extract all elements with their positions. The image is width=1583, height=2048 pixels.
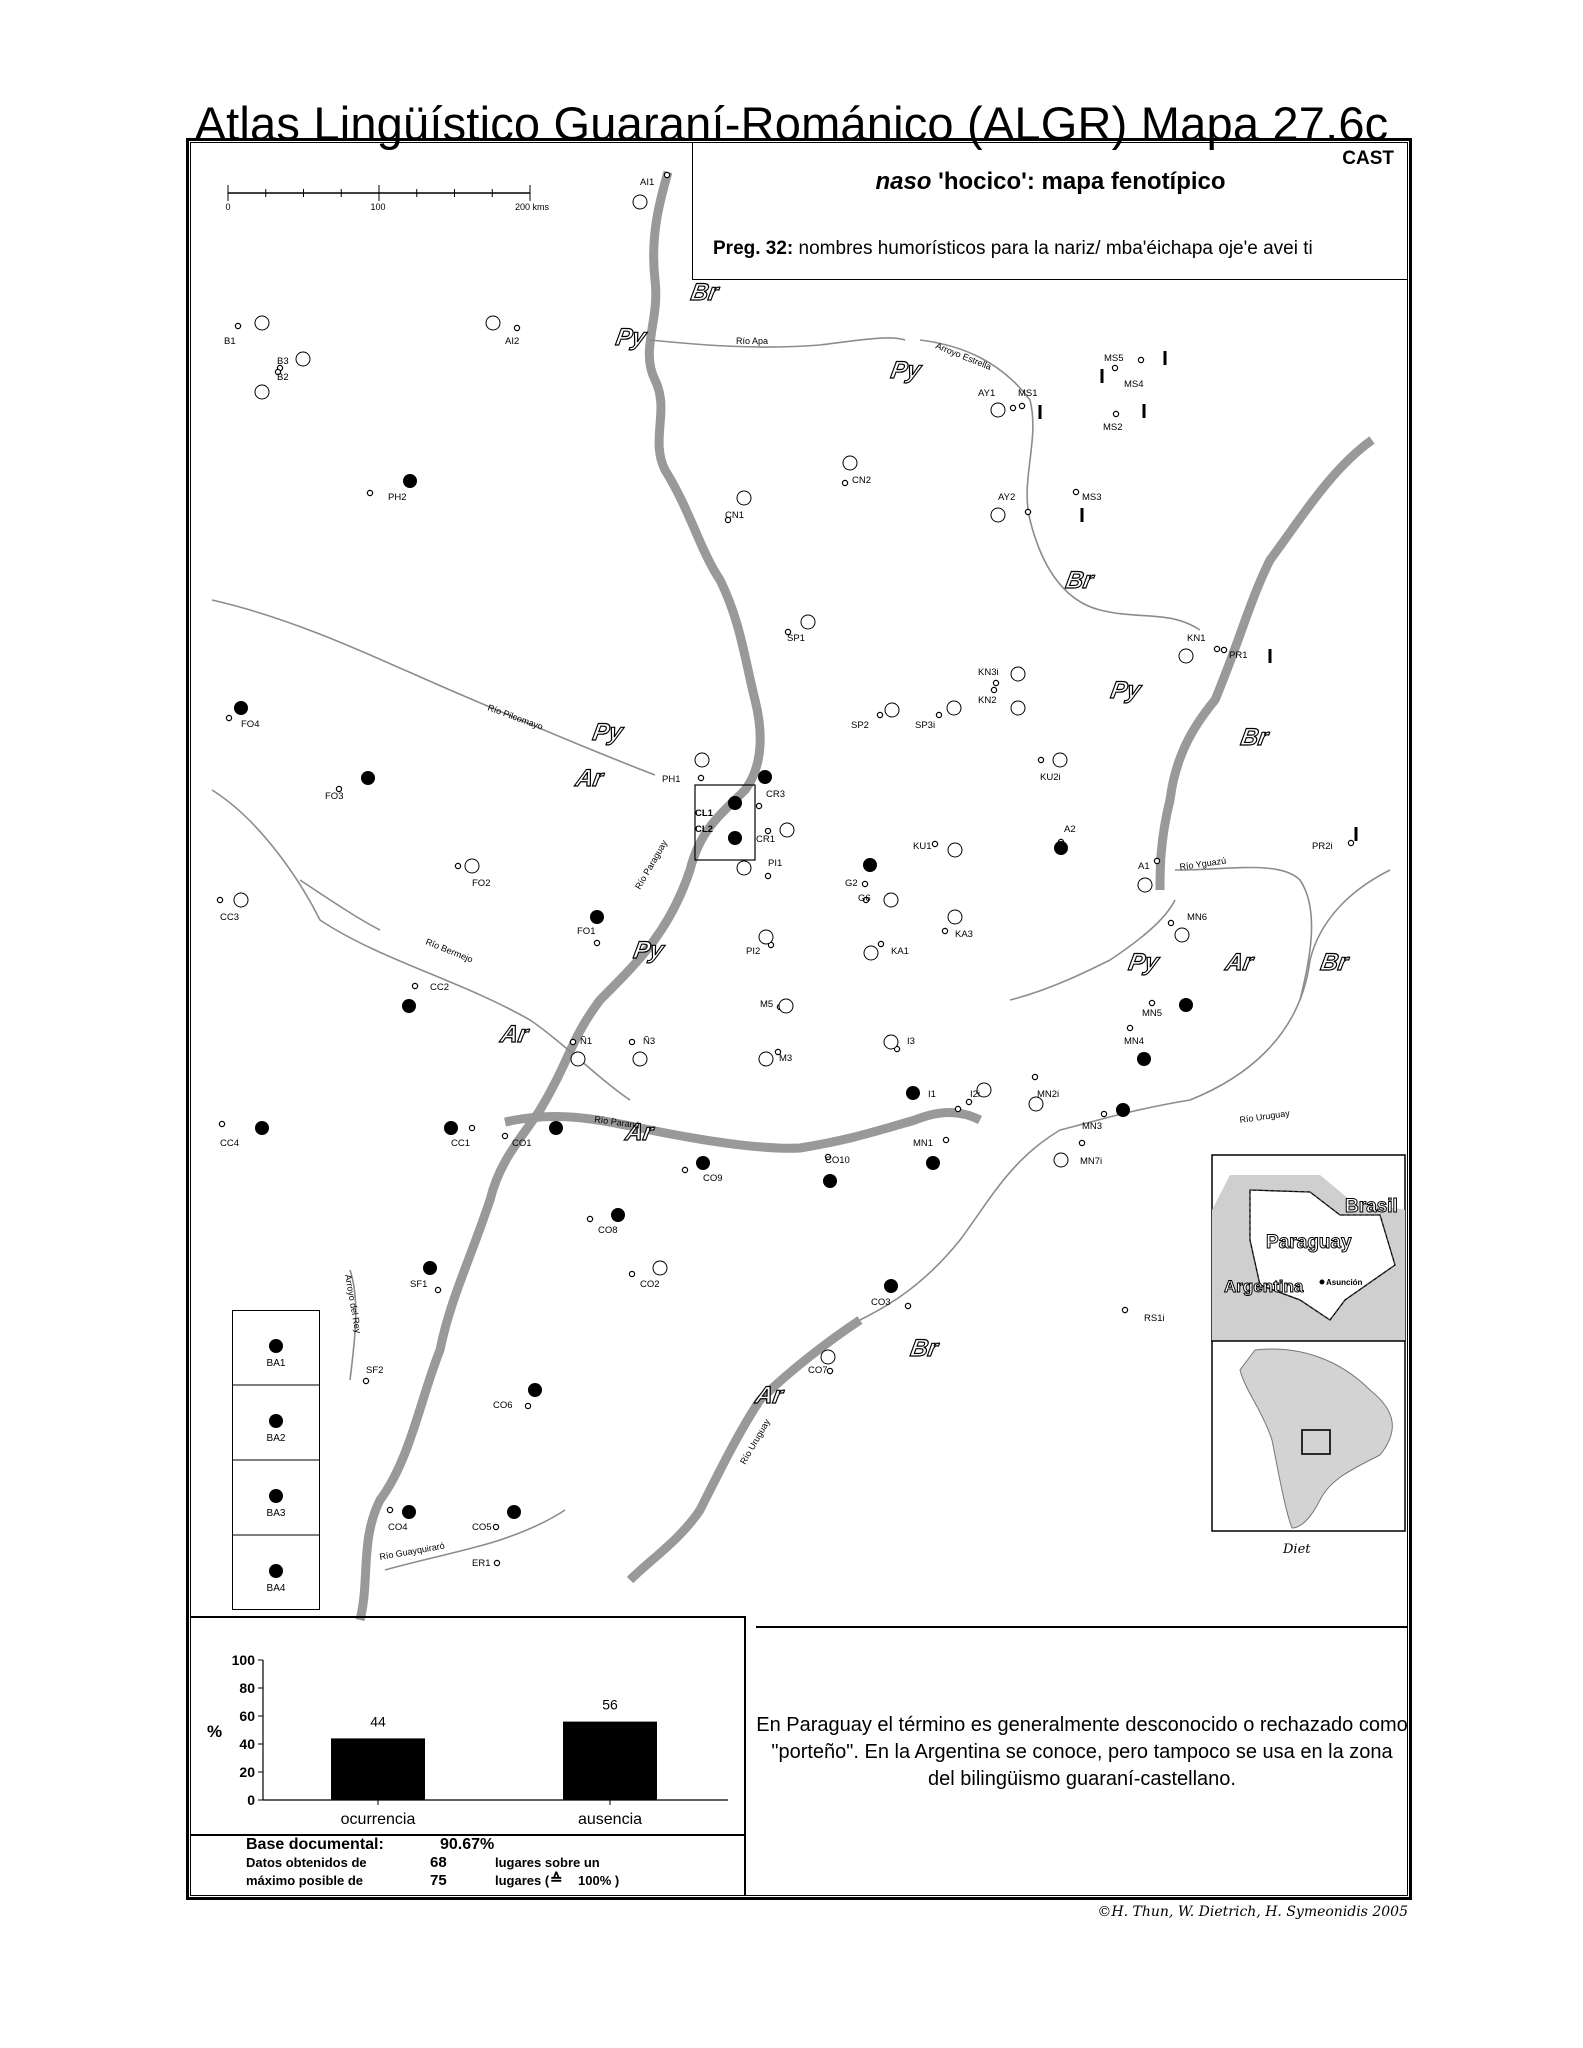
site-cn2-open-symbol [843,456,857,470]
site-sp1-open-symbol [801,615,815,629]
site-ka3-location-dot [942,928,947,933]
scale-label-100: 100 [370,202,386,212]
site-pi2-label: PI2 [746,946,761,957]
site-ph1-open-symbol [695,753,709,767]
site-mn4-location-dot [1127,1025,1132,1030]
site-ai2-location-dot [514,325,519,330]
site-co6-label: CO6 [493,1400,513,1411]
river-name-2: Río Pilcomayo [486,702,545,732]
site-ñ3-label: Ñ3 [643,1036,656,1047]
site-co3-label: CO3 [871,1297,891,1308]
site-ms2-label: MS2 [1103,422,1123,433]
site-ms3-bar-symbol [1081,508,1084,522]
site-cc3-open-symbol [234,893,248,907]
site-co10-label: CO10 [825,1155,850,1166]
copyright: ©H. Thun, W. Dietrich, H. Symeonidis 2005 [1097,1904,1408,1920]
country-tag-ar-13: Ar [623,1119,655,1146]
site-ka1-location-dot [878,941,883,946]
site-cr1-open-symbol [780,823,794,837]
river-name-0: Río Apa [736,336,769,346]
site-cr3-location-dot [756,803,761,808]
chart-category-label-ocurrencia: ocurrencia [340,1811,416,1828]
site-ay1-location-dot [1010,405,1015,410]
site-ay2-label: AY2 [998,492,1016,503]
base-line3-sym: ≙ [550,1871,563,1888]
site-ph2-location-dot [367,490,372,495]
site-sp1-label: SP1 [787,633,805,644]
site-cn1-open-symbol [737,491,751,505]
site-ñ1-open-symbol [571,1052,585,1066]
site-co8-location-dot [587,1216,592,1221]
country-tag-py-8: Py [631,937,666,964]
site-ai2-open-symbol [486,316,500,330]
base-line2-b: lugares sobre un [495,1855,600,1870]
site-co7-location-dot [827,1368,832,1373]
site-cc4-label: CC4 [220,1138,240,1149]
chart-y-tick-label: 60 [239,1708,255,1724]
site-cc2-filled-symbol [402,999,416,1013]
site-fo2-location-dot [455,863,460,868]
site-sp2-open-symbol [885,703,899,717]
site-mn6-open-symbol [1175,928,1189,942]
base-line3-b: lugares ( [495,1873,550,1888]
chart-y-tick-label: 40 [239,1736,255,1752]
site-cc3-label: CC3 [220,912,240,923]
legend-ba1-label: BA1 [266,1358,286,1369]
site-g2-filled-symbol [863,858,877,872]
site-fo1-label: FO1 [577,926,596,937]
site-ai1-label: AI1 [640,177,655,188]
site-co9-filled-symbol [696,1156,710,1170]
base-percent: 90.67% [440,1836,495,1853]
site-kn3i-location-dot [993,680,998,685]
base-line3-a: máximo posible de [246,1873,364,1888]
site-co1-label: CO1 [512,1138,532,1149]
site-kn1-label: KN1 [1187,633,1206,644]
site-co2-label: CO2 [640,1279,660,1290]
question-text: nombres humorísticos para la nariz/ mba'éichapa oje'e avei ti [793,238,1313,259]
site-a2-label: A2 [1064,824,1076,835]
site-b2-open-symbol [255,385,269,399]
site-co5-location-dot [493,1524,498,1529]
country-tag-ar-15: Ar [753,1382,785,1409]
river-name-10: Río Guayquiraró [378,1540,446,1562]
country-tag-py-9: Py [1126,949,1161,976]
atlas-title: Atlas Lingüístico Guaraní-Románico (ALGR) Mapa 27.6c [194,97,1389,150]
site-ka1-label: KA1 [891,946,909,957]
site-ms5-bar-symbol [1164,351,1167,365]
site-ay1-open-symbol [991,403,1005,417]
site-cc1-label: CC1 [451,1138,471,1149]
country-tag-br-3: Br [1063,567,1096,594]
site-pr1-location-dot [1221,647,1226,652]
site-fo4-filled-symbol [234,701,248,715]
site-cc4-filled-symbol [255,1121,269,1135]
site-m3-label: M3 [779,1053,793,1064]
site-pr1-bar-symbol [1269,649,1272,663]
site-m5-open-symbol [779,999,793,1013]
base-line3-n: 75 [430,1872,447,1889]
site-co9-location-dot [682,1167,687,1172]
site-co3-filled-symbol [884,1279,898,1293]
site-pr2i-bar-symbol [1355,827,1358,841]
site-b2-label: B2 [277,372,289,383]
site-ai1-location-dot [664,172,669,177]
site-cc2-location-dot [412,983,417,988]
river-name-9: Río Uruguay [738,1417,772,1466]
site-ms1-bar-symbol [1039,405,1042,419]
site-cl2-label: CL2 [695,824,713,835]
site-kn1-location-dot [1214,646,1219,651]
site-ms4-bar-symbol [1101,369,1104,383]
inset-label-argentina: Argentina [1224,1277,1304,1296]
country-tag-py-4: Py [1108,677,1143,704]
site-cl2-filled-symbol [728,831,742,845]
site-ku1-open-symbol [948,843,962,857]
site-cc1-filled-symbol [444,1121,458,1135]
chart-y-tick-label: 80 [239,1680,255,1696]
map-title-word: naso [875,168,932,195]
river-name-8: Arroyo del Rey [343,1273,364,1334]
river-name-1: Arroyo Estrella [934,340,993,372]
map-title-rest: 'hocico': mapa fenotípico [931,168,1226,195]
main-river-0 [360,172,760,1620]
site-fo1-filled-symbol [590,910,604,924]
site-sp2-label: SP2 [851,720,869,731]
site-i3-label: I3 [907,1036,915,1047]
site-mn4-label: MN4 [1124,1036,1145,1047]
river-name-4: Río Bermejo [424,936,475,965]
main-river-1 [1160,440,1372,890]
site-i1-filled-symbol [906,1086,920,1100]
inset-credit: Diet [1283,1542,1311,1557]
site-co4-location-dot [387,1507,392,1512]
site-kn1-open-symbol [1179,649,1193,663]
chart-y-tick-label: 0 [247,1792,255,1808]
site-pi1-location-dot [765,873,770,878]
secondary-river-1 [920,340,1200,630]
site-sf2-label: SF2 [366,1365,384,1376]
inset-asuncion-dot [1320,1280,1325,1285]
site-ku2i-open-symbol [1053,753,1067,767]
scale-label-0: 0 [225,202,231,212]
site-m3-open-symbol [759,1052,773,1066]
site-fo4-location-dot [226,715,231,720]
site-cn2-location-dot [842,480,847,485]
site-co6-filled-symbol [528,1383,542,1397]
site-mn7i-open-symbol [1054,1153,1068,1167]
site-pi1-label: PI1 [768,858,783,869]
site-fo2-open-symbol [465,859,479,873]
site-cr1-location-dot [765,828,770,833]
site-mn2i-location-dot [1032,1074,1037,1079]
site-ñ1-label: Ñ1 [580,1036,593,1047]
site-ku1-location-dot [932,841,937,846]
inset-label-asuncion: Asunción [1326,1278,1363,1287]
site-ai2-label: AI2 [505,336,520,347]
river-name-5: Río Paraná [593,1114,641,1131]
site-b1-label: B1 [224,336,236,347]
site-pi2-open-symbol [759,930,773,944]
river-name-7: Río Uruguay [1238,1108,1291,1125]
site-a1-location-dot [1154,858,1159,863]
cast-label: CAST [1342,148,1394,169]
site-sf1-filled-symbol [423,1261,437,1275]
site-co5-filled-symbol [507,1505,521,1519]
secondary-river-5 [1175,868,1312,1001]
site-ms1-location-dot [1019,403,1024,408]
legend-box [232,1310,320,1610]
site-cl1-filled-symbol [728,796,742,810]
site-ms4-label: MS4 [1124,379,1144,390]
site-a1-label: A1 [1138,861,1150,872]
site-co8-filled-symbol [611,1208,625,1222]
site-ms5-label: MS5 [1104,353,1124,364]
site-ka3-label: KA3 [955,929,973,940]
site-fo2-label: FO2 [472,878,491,889]
site-b1-open-symbol [255,316,269,330]
site-ph1-location-dot [698,775,703,780]
site-co5-label: CO5 [472,1522,492,1533]
site-co1-filled-symbol [549,1121,563,1135]
site-co4-label: CO4 [388,1522,408,1533]
site-g6-open-symbol [884,893,898,907]
secondary-river-6 [1060,870,1390,1130]
site-ay2-open-symbol [991,508,1005,522]
site-mn5-label: MN5 [1142,1008,1163,1019]
site-ka1-open-symbol [864,946,878,960]
site-mn1-filled-symbol [926,1156,940,1170]
site-g2-label: G2 [845,878,858,889]
site-g2-location-dot [862,881,867,886]
country-tag-py-2: Py [888,357,923,384]
site-ph1-label: PH1 [662,774,681,785]
site-co2-open-symbol [653,1261,667,1275]
site-sp3i-location-dot [936,712,941,717]
site-mn1-label: MN1 [913,1138,934,1149]
site-i3-open-symbol [884,1035,898,1049]
country-tag-br-11: Br [1318,949,1351,976]
country-tag-ar-12: Ar [498,1021,531,1048]
chart-y-axis-label: % [207,1722,223,1741]
site-ku2i-label: KU2i [1040,772,1061,783]
comment-rule [756,1626,1408,1628]
site-ñ3-location-dot [629,1039,634,1044]
legend-ba3-label: BA3 [266,1508,286,1519]
site-ñ3-open-symbol [633,1052,647,1066]
site-co1-location-dot [502,1133,507,1138]
site-ay2-location-dot [1025,509,1030,514]
site-rs1i-location-dot [1122,1307,1127,1312]
site-i1-location-dot [955,1106,960,1111]
site-cc4-location-dot [219,1121,224,1126]
base-line3-c: 100% ) [578,1873,620,1888]
site-fo1-location-dot [594,940,599,945]
main-river-2 [505,1113,980,1149]
scale-label-200: 200 kms [514,202,550,212]
site-sp3i-label: SP3i [915,720,936,731]
question-label: Preg. 32: [713,238,794,259]
site-ai1-open-symbol [633,195,647,209]
legend-ba4-label: BA4 [266,1583,286,1594]
site-b3-open-symbol [296,352,310,366]
site-cn2-label: CN2 [852,475,872,486]
site-ms4-location-dot [1112,365,1117,370]
base-label: Base documental: [246,1836,384,1853]
site-co4-filled-symbol [402,1505,416,1519]
inset-label-paraguay: Paraguay [1266,1232,1352,1253]
site-kn2-label: KN2 [978,695,997,706]
country-tag-ar-7: Ar [573,765,606,792]
site-co2-location-dot [629,1271,634,1276]
site-co10-filled-symbol [823,1174,837,1188]
country-tag-br-5: Br [1238,724,1271,751]
site-i2i-location-dot [966,1099,971,1104]
country-tag-py-6: Py [590,719,625,746]
site-rs1i-label: RS1i [1144,1313,1165,1324]
site-mn2i-label: MN2i [1037,1089,1060,1100]
site-pr1-label: PR1 [1229,650,1248,661]
site-m5-label: M5 [760,999,774,1010]
base-line2-n: 68 [430,1854,447,1871]
site-ms5-location-dot [1138,357,1143,362]
site-co6-location-dot [525,1403,530,1408]
question-line [713,238,1313,260]
site-er1-label: ER1 [472,1558,491,1569]
legend-ba2-label: BA2 [266,1433,286,1444]
site-b1-location-dot [235,323,240,328]
site-cc3-location-dot [217,897,222,902]
comment-text: En Paraguay el término es generalmente desconocido o rechazado como "porteño". En la Argentina se conoce, pero tampoco se usa en la zona del bilingüismo guaraní-castellano. [756,1714,1408,1790]
site-kn3i-open-symbol [1011,667,1025,681]
site-ku2i-location-dot [1038,757,1043,762]
river-name-3: Río Paraguay [633,838,670,891]
country-tag-ar-10: Ar [1223,949,1256,976]
site-sf2-location-dot [363,1378,368,1383]
site-mn3-label: MN3 [1082,1121,1103,1132]
river-name-6: Río Yguazú [1178,855,1227,872]
site-a1-open-symbol [1138,878,1152,892]
site-co9-label: CO9 [703,1173,723,1184]
site-sf1-location-dot [435,1287,440,1292]
site-co8-label: CO8 [598,1225,618,1236]
site-co3-location-dot [905,1303,910,1308]
site-ph2-label: PH2 [388,492,407,503]
site-cc2-label: CC2 [430,982,450,993]
chart-value-label-ocurrencia: 44 [370,1713,386,1730]
site-cr3-label: CR3 [766,789,786,800]
chart-y-tick-label: 100 [231,1652,255,1668]
site-ñ1-location-dot [570,1039,575,1044]
country-tag-py-1: Py [613,324,648,351]
site-cr1-label: CR1 [756,834,776,845]
site-b3-label: B3 [277,356,289,367]
site-fo4-label: FO4 [241,719,260,730]
site-ph2-filled-symbol [403,474,417,488]
site-kn2-location-dot [991,687,996,692]
site-sp2-location-dot [877,712,882,717]
central-locality-box [695,785,755,860]
chart-y-tick-label: 20 [239,1764,255,1780]
site-i2i-label: I2i [970,1089,981,1100]
site-mn1-location-dot [943,1137,948,1142]
site-fo3-label: FO3 [325,791,344,802]
site-mn6-location-dot [1168,920,1173,925]
site-mn4-filled-symbol [1137,1052,1151,1066]
site-i1-label: I1 [928,1089,936,1100]
inset-label-brasil: Brasil [1345,1196,1398,1217]
site-ms2-location-dot [1113,411,1118,416]
chart-panel [190,1616,746,1896]
site-kn3i-label: KN3i [978,667,999,678]
site-mn5-filled-symbol [1179,998,1193,1012]
site-mn3-location-dot [1101,1111,1106,1116]
site-pi1-open-symbol [737,861,751,875]
site-ms2-bar-symbol [1143,404,1146,418]
site-mn6-label: MN6 [1187,912,1208,923]
site-co7-open-symbol [821,1350,835,1364]
site-mn7i-location-dot [1079,1140,1084,1145]
site-ms3-label: MS3 [1082,492,1102,503]
site-ku1-label: KU1 [913,841,932,852]
country-tag-br-0: Br [688,279,721,306]
secondary-river-0 [650,338,905,347]
site-ms1-label: MS1 [1018,388,1038,399]
site-mn3-filled-symbol [1116,1103,1130,1117]
site-fo3-filled-symbol [361,771,375,785]
chart-value-label-ausencia: 56 [602,1696,618,1713]
site-mn5-location-dot [1149,1000,1154,1005]
site-cl1-label: CL1 [695,808,713,819]
site-ms3-location-dot [1073,489,1078,494]
site-mn7i-label: MN7i [1080,1156,1103,1167]
site-sp3i-open-symbol [947,701,961,715]
country-tag-br-14: Br [908,1335,940,1362]
site-cn1-label: CN1 [725,510,745,521]
site-er1-location-dot [494,1560,499,1565]
map-header-box [692,142,1408,280]
base-line2-a: Datos obtenidos de [246,1855,367,1870]
site-co7-label: CO7 [808,1365,828,1376]
site-pr2i-label: PR2i [1312,841,1333,852]
site-a2-filled-symbol [1054,841,1068,855]
chart-category-label-ausencia: ausencia [577,1811,643,1828]
site-sf1-label: SF1 [410,1279,428,1290]
map-title [693,168,1408,196]
site-pr2i-location-dot [1348,840,1353,845]
site-g6-label: G6 [858,893,871,904]
site-ka3-open-symbol [948,910,962,924]
site-cr3-filled-symbol [758,770,772,784]
site-cc1-location-dot [469,1125,474,1130]
site-ay1-label: AY1 [978,388,996,399]
site-kn2-open-symbol [1011,701,1025,715]
secondary-river-2 [212,600,655,775]
